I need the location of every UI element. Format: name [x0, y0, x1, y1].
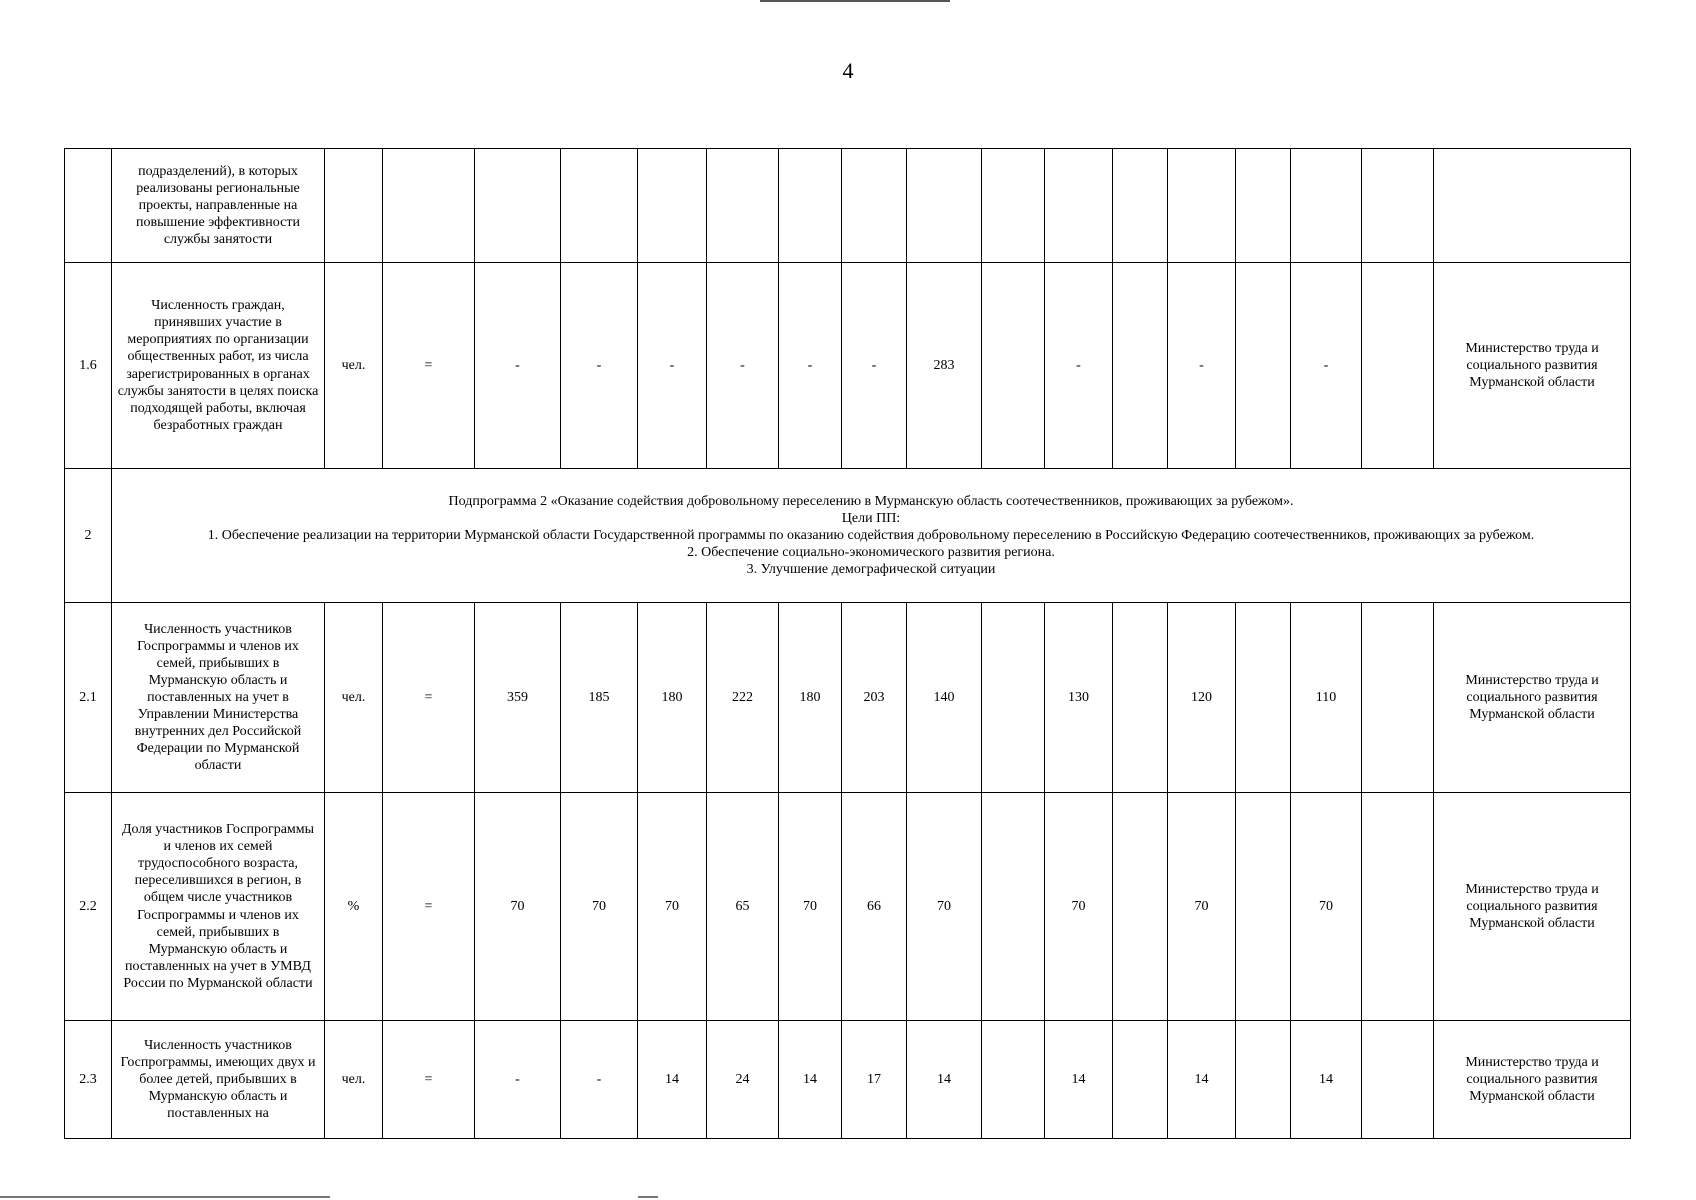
table-row	[65, 1021, 1631, 1139]
table-row	[65, 469, 1631, 603]
value-cell: 70	[779, 793, 842, 1021]
value-cell: -	[1045, 263, 1113, 469]
value-cell: 70	[638, 793, 707, 1021]
table-row	[65, 603, 1631, 793]
table-row	[65, 149, 1631, 263]
value-cell: 120	[1168, 603, 1236, 793]
row-number-cell	[65, 149, 112, 263]
unit-cell	[325, 149, 383, 263]
value-cell: -	[779, 263, 842, 469]
value-cell: -	[475, 1021, 561, 1139]
row-number-cell: 1.6	[65, 263, 112, 469]
value-cell: 24	[707, 1021, 779, 1139]
value-cell	[1291, 149, 1362, 263]
value-cell: 65	[707, 793, 779, 1021]
unit-cell: чел.	[325, 603, 383, 793]
value-cell: 70	[1291, 793, 1362, 1021]
table-row	[65, 793, 1631, 1021]
value-cell	[982, 603, 1045, 793]
goal-line: 1. Обеспечение реализации на территории Мурманской области Государственной программы по оказанию содействия добровольному переселению в Российскую Федерацию соотечественников, проживающих за рубежом.	[207, 527, 1535, 543]
goal-line: Цели ПП:	[841, 510, 901, 526]
table-row	[65, 263, 1631, 469]
value-cell	[779, 149, 842, 263]
value-cell: 14	[779, 1021, 842, 1139]
responsible-cell: Министерство труда и социального развития Мурманской области	[1434, 263, 1631, 469]
value-cell	[1236, 263, 1291, 469]
responsible-cell: Министерство труда и социального развития Мурманской области	[1434, 603, 1631, 793]
value-cell	[982, 149, 1045, 263]
value-cell: 180	[779, 603, 842, 793]
value-cell: 222	[707, 603, 779, 793]
bottom-scan-mark	[638, 1196, 658, 1198]
indicator-name-cell: Численность граждан, принявших участие в мероприятиях по организации общественных работ, из числа зарегистрированных в органах службы занятости в целях поиска подходящей работы, включая безработных граждан	[112, 263, 325, 469]
value-cell: 130	[1045, 603, 1113, 793]
value-cell	[1113, 263, 1168, 469]
sign-cell: =	[383, 603, 475, 793]
row-number-cell: 2.1	[65, 603, 112, 793]
value-cell	[842, 149, 907, 263]
value-cell: -	[561, 263, 638, 469]
sign-cell: =	[383, 263, 475, 469]
value-cell	[982, 263, 1045, 469]
value-cell: 70	[907, 793, 982, 1021]
value-cell	[1236, 149, 1291, 263]
value-cell: 70	[561, 793, 638, 1021]
value-cell: 14	[638, 1021, 707, 1139]
value-cell	[1113, 603, 1168, 793]
goal-line: Подпрограмма 2 «Оказание содействия добровольному переселению в Мурманскую область соотечественников, проживающих за рубежом».	[448, 493, 1294, 509]
value-cell: -	[1168, 263, 1236, 469]
value-cell	[982, 793, 1045, 1021]
value-cell: 14	[1045, 1021, 1113, 1139]
value-cell: 70	[475, 793, 561, 1021]
value-cell	[1236, 603, 1291, 793]
value-cell	[1362, 1021, 1434, 1139]
responsible-cell: Министерство труда и социального развития Мурманской области	[1434, 1021, 1631, 1139]
sign-cell	[383, 149, 475, 263]
sign-cell: =	[383, 1021, 475, 1139]
value-cell: 140	[907, 603, 982, 793]
value-cell	[1168, 149, 1236, 263]
row-number-cell: 2.3	[65, 1021, 112, 1139]
value-cell	[1362, 793, 1434, 1021]
value-cell	[1362, 149, 1434, 263]
bottom-scan-rule	[0, 1196, 330, 1198]
indicator-name-cell: Численность участников Госпрограммы, имеющих двух и более детей, прибывших в Мурманскую область и поставленных на	[112, 1021, 325, 1139]
responsible-cell: Министерство труда и социального развития Мурманской области	[1434, 793, 1631, 1021]
indicator-name-cell: Доля участников Госпрограммы и членов их семей трудоспособного возраста, переселившихся в регион, в общем числе участников Госпрограммы и членов их семей, прибывших в Мурманскую область и поставленных на учет в УМВД России по Мурманской области	[112, 793, 325, 1021]
unit-cell: чел.	[325, 1021, 383, 1139]
value-cell: 185	[561, 603, 638, 793]
top-scan-rule	[760, 0, 950, 2]
value-cell	[1236, 1021, 1291, 1139]
value-cell: 283	[907, 263, 982, 469]
value-cell	[1113, 1021, 1168, 1139]
unit-cell: чел.	[325, 263, 383, 469]
value-cell	[982, 1021, 1045, 1139]
value-cell	[1236, 793, 1291, 1021]
responsible-cell	[1434, 149, 1631, 263]
goal-line: 2. Обеспечение социально-экономического развития региона.	[687, 545, 1055, 561]
value-cell: -	[638, 263, 707, 469]
value-cell	[561, 149, 638, 263]
sign-cell: =	[383, 793, 475, 1021]
value-cell: 14	[907, 1021, 982, 1139]
value-cell: -	[475, 263, 561, 469]
value-cell: 70	[1045, 793, 1113, 1021]
unit-cell: %	[325, 793, 383, 1021]
value-cell: 180	[638, 603, 707, 793]
page-number: 4	[842, 58, 854, 83]
value-cell: 359	[475, 603, 561, 793]
indicator-name-cell: подразделений), в которых реализованы региональные проекты, направленные на повышение эффективности службы занятости	[112, 149, 325, 263]
value-cell	[1362, 263, 1434, 469]
value-cell: -	[1291, 263, 1362, 469]
value-cell	[475, 149, 561, 263]
value-cell	[638, 149, 707, 263]
indicator-name-cell: Численность участников Госпрограммы и членов их семей, прибывших в Мурманскую область и поставленных на учет в Управлении Министерства внутренних дел Российской Федерации по Мурманской области	[112, 603, 325, 793]
subprogram-goals-cell	[112, 469, 1631, 603]
value-cell: 66	[842, 793, 907, 1021]
row-number-cell: 2.2	[65, 793, 112, 1021]
goal-line: 3. Улучшение демографической ситуации	[746, 562, 996, 578]
value-cell: -	[707, 263, 779, 469]
value-cell: 14	[1168, 1021, 1236, 1139]
value-cell	[707, 149, 779, 263]
value-cell: -	[842, 263, 907, 469]
value-cell	[1113, 793, 1168, 1021]
indicators-table	[64, 148, 1631, 1139]
value-cell: 70	[1168, 793, 1236, 1021]
value-cell: 110	[1291, 603, 1362, 793]
value-cell: 14	[1291, 1021, 1362, 1139]
row-number-cell: 2	[65, 469, 112, 603]
value-cell: 17	[842, 1021, 907, 1139]
value-cell	[1113, 149, 1168, 263]
value-cell	[907, 149, 982, 263]
value-cell: -	[561, 1021, 638, 1139]
value-cell	[1362, 603, 1434, 793]
value-cell	[1045, 149, 1113, 263]
value-cell: 203	[842, 603, 907, 793]
